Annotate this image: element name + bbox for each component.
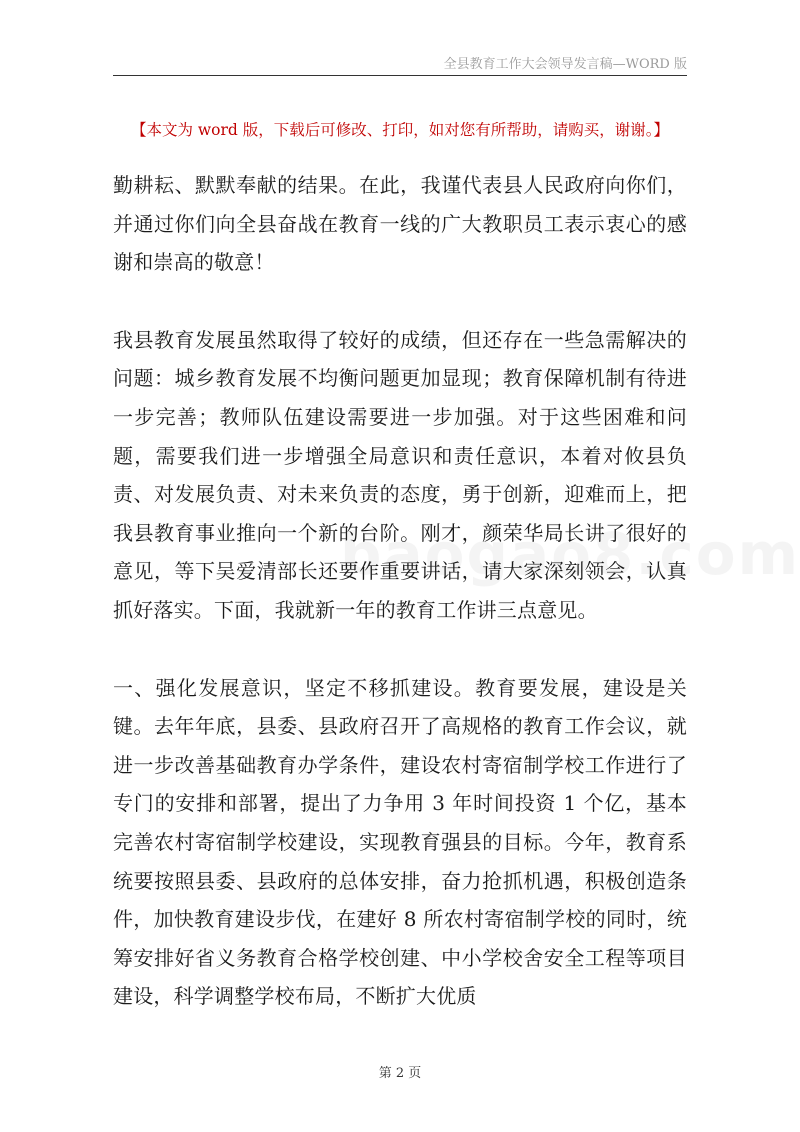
- running-header: 全县教育工作大会领导发言稿—WORD 版: [443, 57, 687, 72]
- body-text: [113, 166, 687, 1016]
- page-number: 第 2 页: [378, 1066, 422, 1081]
- header-rule: [113, 75, 687, 76]
- paragraph-3: 一、强化发展意识，坚定不移抓建设。教育要发展，建设是关键。去年年底，县委、县政府召开了高规格的教育工作会议，就进一步改善基础教育办学条件，建设农村寄宿制学校工作进行了专门的安排和部署，提出了力争用 3 年时间投资 1 个亿，基本完善农村寄宿制学校建设，实现教育强县的目标。今年，教育系统要按照县委、县政府的总体安排，奋力抢抓机遇，积极创造条件，加快教育建设步伐，在建好 8 所农村寄宿制学校的同时，统筹安排好省义务教育合格学校创建、中小学校舍安全工程等项目建设，科学调整学校布局，不断扩大优质: [113, 675, 687, 1009]
- download-notice: 【本文为 word 版，下载后可修改、打印，如对您有所帮助，请购买，谢谢。】: [130, 121, 670, 139]
- paragraph-1: 勤耕耘、默默奉献的结果。在此，我谨代表县人民政府向你们，并通过你们向全县奋战在教育一线的广大教职员工表示衷心的感谢和崇高的敬意！: [113, 173, 687, 275]
- paragraph-2: 我县教育发展虽然取得了较好的成绩，但还存在一些急需解决的问题：城乡教育发展不均衡问题更加显现；教育保障机制有待进一步完善；教师队伍建设需要进一步加强。对于这些困难和问题，需要我们进一步增强全局意识和责任意识，本着对攸县负责、对发展负责、对未来负责的态度，勇于创新，迎难而上，把我县教育事业推向一个新的台阶。刚才，颜荣华局长讲了很好的意见，等下吴爱清部长还要作重要讲话，请大家深刻领会，认真抓好落实。下面，我就新一年的教育工作讲三点意见。: [113, 327, 687, 622]
